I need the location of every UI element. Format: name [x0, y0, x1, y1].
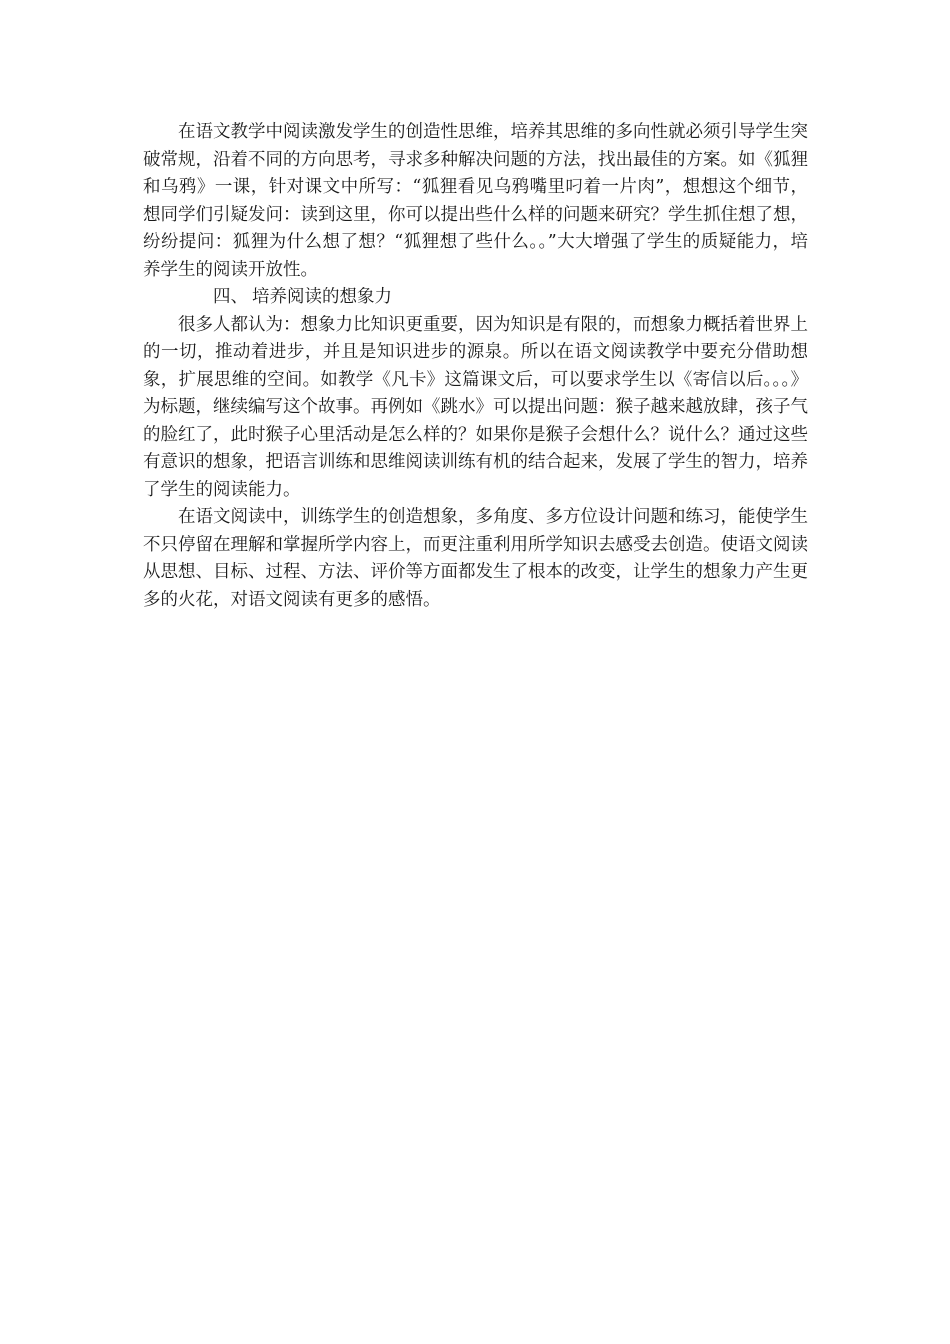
section-number: 四、 [213, 287, 248, 307]
paragraph-imagination: 很多人都认为：想象力比知识更重要，因为知识是有限的，而想象力概括着世界上的一切，推动着进步，并且是知识进步的源泉。所以在语文阅读教学中要充分借助想象，扩展思维的空间。如教学《凡卡》这篇课文后，可以要求学生以《寄信以后。。。》为标题，继续编写这个故事。再例如《跳水》可以提出问题：猴子越来越放肆，孩子气的脸红了，此时猴子心里活动是怎么样的？如果你是猴子会想什么？说什么？通过这些有意识的想象，把语言训练和思维阅读训练有机的结合起来，发展了学生的智力，培养了学生的阅读能力。 [143, 314, 808, 500]
document-body [143, 119, 808, 614]
paragraph-creative-thinking: 在语文教学中阅读激发学生的创造性思维，培养其思维的多向性就必须引导学生突破常规，沿着不同的方向思考，寻求多种解决问题的方法，找出最佳的方案。如《狐狸和乌鸦》一课，针对课文中所写：“狐狸看见乌鸦嘴里叼着一片肉”，想想这个细节，想同学们引疑发问：读到这里，你可以提出些什么样的问题来研究？学生抓住想了想，纷纷提问：狐狸为什么想了想？“狐狸想了些什么。。”大大增强了学生的质疑能力，培养学生的阅读开放性。 [143, 122, 808, 280]
paragraph-conclusion: 在语文阅读中，训练学生的创造想象，多角度、多方位设计问题和练习，能使学生不只停留在理解和掌握所学内容上，而更注重利用所学知识去感受去创造。使语文阅读从思想、目标、过程、方法、评价等方面都发生了根本的改变，让学生的想象力产生更多的火花，对语文阅读有更多的感悟。 [143, 507, 808, 610]
section-heading [143, 284, 808, 312]
section-title: 培养阅读的想象力 [252, 287, 392, 307]
